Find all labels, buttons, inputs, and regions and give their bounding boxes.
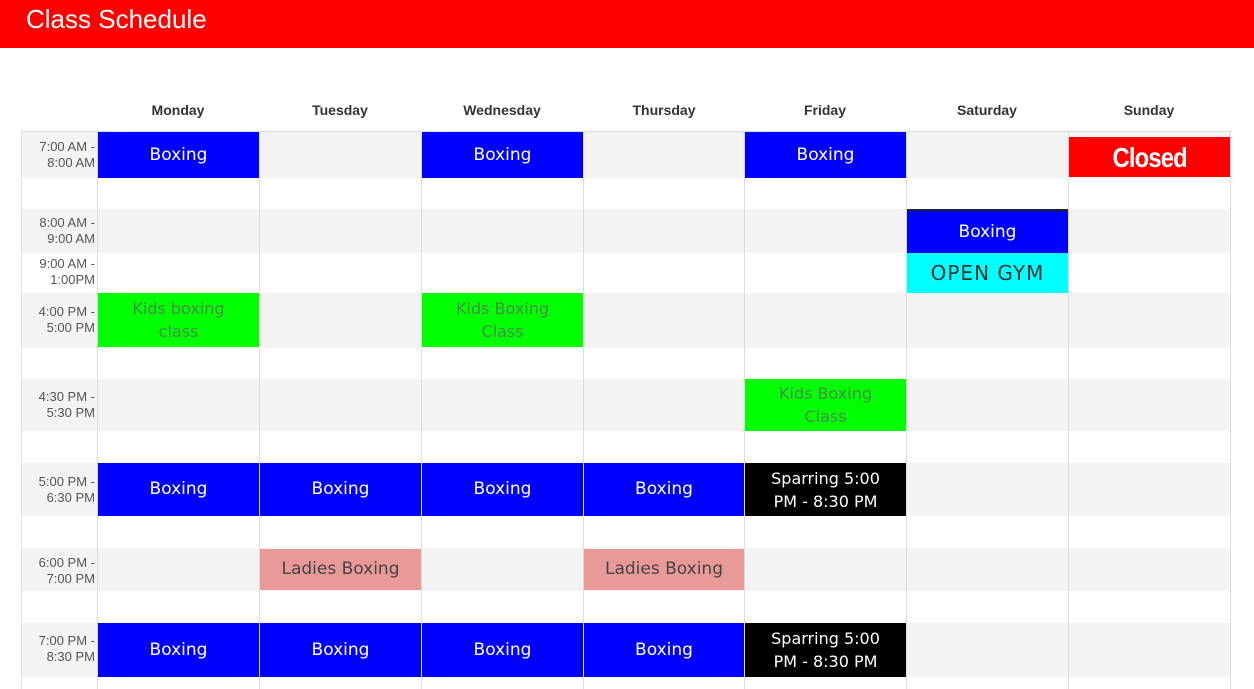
class-boxing-monday-7pm[interactable]: Boxing xyxy=(98,623,259,677)
class-boxing-tuesday-5pm[interactable]: Boxing xyxy=(260,463,421,516)
time-label-8am xyxy=(21,215,95,247)
time-label-7am xyxy=(21,139,95,171)
class-boxing-wednesday-7pm[interactable]: Boxing xyxy=(422,623,583,677)
class-boxing-friday-7am[interactable]: Boxing xyxy=(745,132,906,178)
time-label-line: 9:00 AM - xyxy=(39,256,95,271)
class-boxing-tuesday-7pm[interactable]: Boxing xyxy=(260,623,421,677)
time-label-line: 7:00 PM xyxy=(46,571,95,586)
time-label-430pm xyxy=(21,389,95,421)
class-boxing-wednesday-5pm[interactable]: Boxing xyxy=(422,463,583,516)
time-label-5pm xyxy=(21,474,95,506)
time-label-line: 8:00 AM xyxy=(47,155,95,170)
day-header-sunday: Sunday xyxy=(1123,102,1175,118)
grid-line xyxy=(583,131,584,689)
grid-line xyxy=(97,131,98,689)
day-header-tuesday: Tuesday xyxy=(312,102,368,118)
day-header-wednesday: Wednesday xyxy=(463,102,541,118)
time-label-line: 9:00 AM xyxy=(47,231,95,246)
class-ladies-boxing-tuesday[interactable]: Ladies Boxing xyxy=(260,549,421,590)
time-label-line: 7:00 AM - xyxy=(39,139,95,154)
day-header-friday: Friday xyxy=(803,102,846,118)
day-header-thursday: Thursday xyxy=(632,102,696,118)
grid-line xyxy=(259,131,260,689)
class-boxing-saturday-8am[interactable]: Boxing xyxy=(907,209,1068,253)
grid-line xyxy=(1068,131,1069,689)
class-ladies-boxing-thursday[interactable]: Ladies Boxing xyxy=(584,549,744,590)
time-label-9am xyxy=(21,256,95,288)
class-kids-boxing-monday[interactable]: Kids boxing class xyxy=(98,293,259,347)
class-boxing-thursday-7pm[interactable]: Boxing xyxy=(584,623,744,677)
class-kids-boxing-wednesday[interactable]: Kids Boxing Class xyxy=(422,293,583,347)
class-sparring-friday-7pm[interactable]: Sparring 5:00 PM - 8:30 PM xyxy=(745,623,906,677)
class-boxing-wednesday-7am[interactable]: Boxing xyxy=(422,132,583,178)
time-label-7pm xyxy=(21,633,95,665)
closed-badge-sunday xyxy=(1069,137,1230,177)
grid-line xyxy=(421,131,422,689)
time-label-line: 1:00PM xyxy=(50,272,95,287)
class-boxing-monday-7am[interactable]: Boxing xyxy=(98,132,259,178)
time-label-6pm xyxy=(21,555,95,587)
page-title: Class Schedule xyxy=(26,4,207,34)
day-header-saturday: Saturday xyxy=(957,102,1017,118)
time-label-line: 5:30 PM xyxy=(46,405,95,420)
class-boxing-monday-5pm[interactable]: Boxing xyxy=(98,463,259,516)
closed-text: Closed xyxy=(1112,141,1187,173)
time-label-line: 7:00 PM - xyxy=(38,633,95,648)
time-label-line: 4:30 PM - xyxy=(38,389,95,404)
class-open-gym-saturday[interactable]: OPEN GYM xyxy=(907,253,1068,293)
row-bg-430pm xyxy=(21,379,1230,431)
header-bar xyxy=(0,0,1254,48)
class-boxing-thursday-5pm[interactable]: Boxing xyxy=(584,463,744,516)
day-header-monday: Monday xyxy=(151,102,205,118)
time-label-line: 5:00 PM xyxy=(46,320,95,335)
grid-line xyxy=(1230,131,1231,689)
time-label-line: 6:00 PM - xyxy=(38,555,95,570)
class-sparring-friday-5pm[interactable]: Sparring 5:00 PM - 8:30 PM xyxy=(745,463,906,516)
time-label-4pm xyxy=(21,304,95,336)
time-label-line: 6:30 PM xyxy=(46,490,95,505)
time-label-line: 4:00 PM - xyxy=(38,304,95,319)
time-label-line: 8:00 AM - xyxy=(39,215,95,230)
time-label-line: 5:00 PM - xyxy=(38,474,95,489)
class-kids-boxing-friday[interactable]: Kids Boxing Class xyxy=(745,379,906,431)
time-label-line: 8:30 PM xyxy=(46,649,95,664)
